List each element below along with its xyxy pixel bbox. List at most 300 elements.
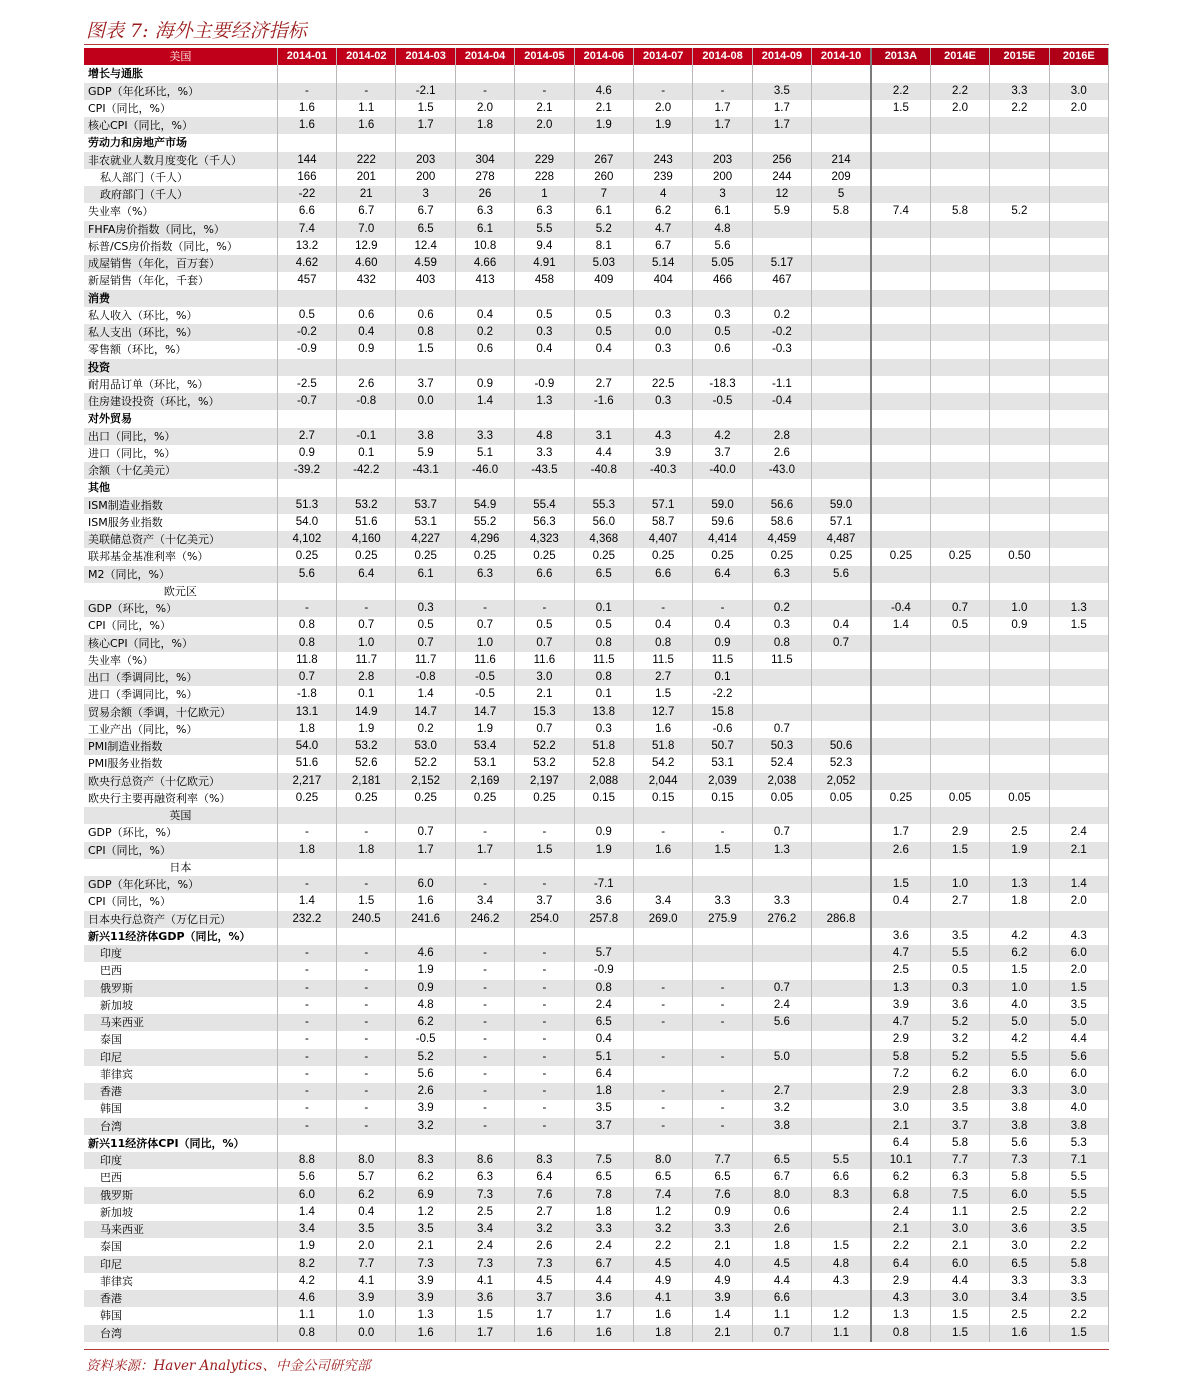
value-cell: 1.5 [396,100,455,117]
value-cell: 5.6 [396,1066,455,1083]
value-cell: 0.0 [633,324,692,341]
value-cell: 2.9 [930,824,989,841]
value-cell: 7.3 [990,1152,1049,1169]
value-cell: 3.4 [455,893,514,910]
value-cell: 3.6 [574,1290,633,1307]
value-cell: 1.0 [337,1307,396,1324]
value-cell: 3.9 [396,1100,455,1117]
value-cell [990,669,1049,686]
value-cell: 6.3 [752,566,811,583]
value-cell: 4.1 [337,1273,396,1290]
value-cell: 3.3 [693,893,752,910]
value-cell: 5.5 [990,1049,1049,1066]
value-cell: 0.7 [396,824,455,841]
value-cell: 14.7 [396,704,455,721]
row-label: 巴西 [84,962,277,979]
value-cell [812,83,871,100]
value-cell: 278 [455,169,514,186]
value-cell: - [455,962,514,979]
value-cell: 3.5 [574,1100,633,1117]
value-cell: 4,102 [277,531,336,548]
value-cell: 0.6 [455,341,514,358]
value-cell: 4.7 [871,945,930,962]
value-cell [574,65,633,82]
value-cell: 1.7 [574,1307,633,1324]
value-cell: 3 [693,186,752,203]
value-cell: - [337,600,396,617]
value-cell [930,704,989,721]
value-cell: - [515,945,574,962]
value-cell: 0.4 [693,617,752,634]
value-cell: 1.7 [396,842,455,859]
value-cell: 256 [752,152,811,169]
value-cell [515,807,574,824]
value-cell: 11.5 [574,652,633,669]
value-cell [455,410,514,427]
value-cell [396,583,455,600]
value-cell: 6.1 [693,203,752,220]
value-cell [693,410,752,427]
value-cell [1049,117,1108,134]
value-cell [871,583,930,600]
value-cell: 15.8 [693,704,752,721]
value-cell: 1.6 [633,721,692,738]
row-label: CPI（同比，%） [84,617,277,634]
value-cell: - [337,1031,396,1048]
value-cell: 3.0 [930,1290,989,1307]
value-cell: 2.9 [871,1273,930,1290]
value-cell: 2.2 [930,83,989,100]
row-label: 联邦基金基准利率（%） [84,548,277,565]
header-period: 2014-10 [812,48,871,65]
value-cell: 50.3 [752,738,811,755]
value-cell [574,807,633,824]
value-cell: 2.5 [990,824,1049,841]
value-cell [633,583,692,600]
value-cell: 5.7 [337,1169,396,1186]
row-label: 韩国 [84,1100,277,1117]
value-cell [574,134,633,151]
value-cell: 1.7 [455,842,514,859]
value-cell: 2.0 [1049,893,1108,910]
value-cell: 51.3 [277,497,336,514]
value-cell [396,859,455,876]
value-cell [633,410,692,427]
value-cell: 6.1 [574,203,633,220]
value-cell [277,583,336,600]
value-cell: 4,459 [752,531,811,548]
value-cell: 0.5 [574,324,633,341]
table-row [84,307,1109,324]
value-cell [930,307,989,324]
value-cell [693,962,752,979]
table-row [84,893,1109,910]
value-cell: 7.5 [930,1187,989,1204]
value-cell [1049,635,1108,652]
value-cell: 0.9 [277,445,336,462]
value-cell [752,962,811,979]
value-cell [930,755,989,772]
value-cell: 3.5 [1049,1221,1108,1238]
value-cell: 275.9 [693,911,752,928]
value-cell [871,859,930,876]
value-cell: 1.9 [396,962,455,979]
value-cell: 1.6 [396,893,455,910]
value-cell: 1.6 [515,1325,574,1342]
value-cell: 6.9 [396,1187,455,1204]
value-cell: 2.0 [1049,100,1108,117]
value-cell: 2.5 [990,1307,1049,1324]
row-label: 新加坡 [84,1204,277,1221]
value-cell: 6.7 [574,1256,633,1273]
value-cell: 2.7 [574,376,633,393]
value-cell [515,479,574,496]
value-cell: 2.8 [930,1083,989,1100]
value-cell: 11.5 [693,652,752,669]
value-cell: 0.8 [574,669,633,686]
value-cell [693,807,752,824]
value-cell [277,479,336,496]
value-cell: 6.1 [396,566,455,583]
table-row [84,100,1109,117]
table-row [84,1290,1109,1307]
value-cell: 4.66 [455,255,514,272]
table-row [84,1118,1109,1135]
row-label: 马来西亚 [84,1014,277,1031]
value-cell [871,290,930,307]
value-cell: 3.5 [930,928,989,945]
value-cell: 6.4 [515,1169,574,1186]
value-cell: 4.4 [752,1273,811,1290]
value-cell: 2.1 [693,1238,752,1255]
value-cell: 4.60 [337,255,396,272]
value-cell: 11.6 [455,652,514,669]
table-row [84,911,1109,928]
value-cell: 0.5 [277,307,336,324]
row-label: 泰国 [84,1031,277,1048]
value-cell: 3.3 [752,893,811,910]
section-row [84,859,1109,876]
value-cell: 5.9 [396,445,455,462]
value-cell [693,876,752,893]
value-cell: 53.7 [396,497,455,514]
value-cell: 2.8 [752,428,811,445]
table-row [84,652,1109,669]
value-cell: 0.25 [930,548,989,565]
value-cell: 53.4 [455,738,514,755]
value-cell [930,686,989,703]
value-cell [990,117,1049,134]
value-cell: 8.0 [337,1152,396,1169]
value-cell: - [515,1083,574,1100]
section-row [84,807,1109,824]
value-cell: 0.8 [277,635,336,652]
value-cell: 4.9 [633,1273,692,1290]
value-cell [693,1066,752,1083]
row-label: 成屋销售（年化，百万套） [84,255,277,272]
value-cell [1049,721,1108,738]
value-cell: - [277,1066,336,1083]
value-cell [871,773,930,790]
value-cell [812,1290,871,1307]
value-cell [871,169,930,186]
value-cell: 2.4 [1049,824,1108,841]
value-cell: 50.6 [812,738,871,755]
value-cell: 1.8 [752,1238,811,1255]
value-cell: 5.17 [752,255,811,272]
row-label: 失业率（%） [84,203,277,220]
value-cell: 4 [633,186,692,203]
value-cell: - [277,600,336,617]
value-cell: 0.7 [337,617,396,634]
value-cell: - [455,1083,514,1100]
value-cell: 2.5 [871,962,930,979]
value-cell [871,428,930,445]
value-cell [990,566,1049,583]
table-row [84,1014,1109,1031]
value-cell: 7.1 [1049,1152,1108,1169]
value-cell: 0.9 [337,341,396,358]
value-cell: 11.5 [752,652,811,669]
value-cell [515,290,574,307]
value-cell [930,497,989,514]
value-cell [990,755,1049,772]
value-cell [1049,238,1108,255]
value-cell [930,238,989,255]
value-cell: - [455,824,514,841]
value-cell: 3.2 [515,1221,574,1238]
value-cell: 4.4 [574,1273,633,1290]
value-cell: 203 [693,152,752,169]
value-cell [930,134,989,151]
value-cell: 1.5 [871,876,930,893]
value-cell: 5.8 [871,1049,930,1066]
value-cell: -0.5 [455,669,514,686]
value-cell: - [277,1100,336,1117]
table-row [84,169,1109,186]
value-cell [812,255,871,272]
value-cell [277,134,336,151]
value-cell: 269.0 [633,911,692,928]
section-label: 欧元区 [84,583,277,600]
value-cell: 3.3 [455,428,514,445]
value-cell [812,945,871,962]
table-row [84,255,1109,272]
value-cell [812,428,871,445]
value-cell: 52.4 [752,755,811,772]
value-cell [930,186,989,203]
value-cell [871,497,930,514]
value-cell: 3.6 [930,997,989,1014]
value-cell [990,255,1049,272]
table-row [84,600,1109,617]
value-cell: -18.3 [693,376,752,393]
header-period: 2014-03 [396,48,455,65]
value-cell [633,1031,692,1048]
value-cell [930,738,989,755]
value-cell [337,65,396,82]
value-cell: - [455,980,514,997]
value-cell: 1.0 [930,876,989,893]
value-cell: - [633,83,692,100]
value-cell: 2.2 [1049,1307,1108,1324]
value-cell: 3.7 [515,893,574,910]
value-cell: 6.5 [693,1169,752,1186]
value-cell: - [455,1100,514,1117]
value-cell: 53.2 [337,497,396,514]
value-cell [930,859,989,876]
value-cell [812,134,871,151]
value-cell [930,773,989,790]
value-cell: - [693,83,752,100]
value-cell: 5.6 [693,238,752,255]
value-cell: - [337,980,396,997]
table-row [84,980,1109,997]
value-cell: 4.5 [515,1273,574,1290]
value-cell [871,807,930,824]
value-cell: 0.5 [515,617,574,634]
value-cell: 3.5 [930,1100,989,1117]
row-label: 工业产出（同比，%） [84,721,277,738]
value-cell: 2.2 [871,1238,930,1255]
value-cell [990,704,1049,721]
row-label: ISM制造业指数 [84,497,277,514]
value-cell [515,583,574,600]
value-cell: 2.0 [515,117,574,134]
value-cell [930,807,989,824]
value-cell [693,945,752,962]
row-label: 住房建设投资（环比，%） [84,393,277,410]
value-cell [930,359,989,376]
value-cell: - [337,1014,396,1031]
value-cell: 2,044 [633,773,692,790]
value-cell: -43.1 [396,462,455,479]
value-cell: 6.3 [455,203,514,220]
row-label: 政府部门（千人） [84,186,277,203]
value-cell [990,807,1049,824]
value-cell: - [337,876,396,893]
value-cell: -2.1 [396,83,455,100]
value-cell [930,221,989,238]
value-cell [1049,255,1108,272]
value-cell: 5.5 [1049,1169,1108,1186]
value-cell: -39.2 [277,462,336,479]
value-cell [752,669,811,686]
row-label: 巴西 [84,1169,277,1186]
value-cell [871,134,930,151]
row-label: CPI（同比，%） [84,842,277,859]
value-cell: 5.8 [930,1135,989,1152]
value-cell: 1.7 [693,117,752,134]
table-row [84,117,1109,134]
value-cell [693,65,752,82]
value-cell [633,876,692,893]
value-cell: 0.3 [633,393,692,410]
row-label: 新屋销售（年化，千套） [84,272,277,289]
value-cell: 1.5 [455,1307,514,1324]
row-label: CPI（同比，%） [84,893,277,910]
value-cell: 11.7 [396,652,455,669]
value-cell [990,497,1049,514]
value-cell [812,272,871,289]
value-cell [277,359,336,376]
value-cell: 3.3 [990,1083,1049,1100]
value-cell: 0.3 [752,617,811,634]
value-cell: 4.5 [752,1256,811,1273]
value-cell: 4.5 [633,1256,692,1273]
value-cell: 201 [337,169,396,186]
value-cell: 1.1 [337,100,396,117]
value-cell: 3.0 [1049,1083,1108,1100]
value-cell: 4.3 [871,1290,930,1307]
value-cell: 1.6 [633,842,692,859]
table-row [84,686,1109,703]
value-cell [633,359,692,376]
table-row [84,238,1109,255]
value-cell [871,117,930,134]
value-cell: 8.8 [277,1152,336,1169]
value-cell: 0.25 [455,790,514,807]
value-cell: 4,323 [515,531,574,548]
value-cell [752,410,811,427]
value-cell: 1.6 [277,117,336,134]
value-cell: 2,197 [515,773,574,790]
table-row [84,272,1109,289]
value-cell: 5.8 [812,203,871,220]
value-cell: 0.1 [574,600,633,617]
value-cell: 53.0 [396,738,455,755]
value-cell: - [515,1031,574,1048]
value-cell: 203 [396,152,455,169]
value-cell: 5.6 [1049,1049,1108,1066]
value-cell: - [633,824,692,841]
value-cell: 7.3 [515,1256,574,1273]
value-cell: 4.2 [990,1031,1049,1048]
value-cell: 5.1 [455,445,514,462]
source-note: 资料来源：Haver Analytics、中金公司研究部 [86,1358,371,1374]
value-cell [871,410,930,427]
value-cell [930,169,989,186]
value-cell: 0.7 [752,1325,811,1342]
value-cell: 0.25 [337,790,396,807]
value-cell: 0.05 [990,790,1049,807]
value-cell: 0.7 [277,669,336,686]
value-cell: 3.0 [515,669,574,686]
value-cell: 1.0 [990,980,1049,997]
value-cell [990,341,1049,358]
value-cell: 2.2 [990,100,1049,117]
section-label: 其他 [84,479,277,496]
value-cell [752,359,811,376]
value-cell [1049,686,1108,703]
value-cell: 6.1 [455,221,514,238]
value-cell [337,807,396,824]
value-cell: 2.0 [1049,962,1108,979]
value-cell [515,410,574,427]
table-row [84,842,1109,859]
value-cell: 0.25 [871,790,930,807]
value-cell [812,100,871,117]
value-cell: 1.5 [633,686,692,703]
section-row [84,65,1109,82]
section-row [84,928,1109,945]
value-cell [812,410,871,427]
value-cell [930,514,989,531]
row-label: 印度 [84,945,277,962]
value-cell [337,928,396,945]
value-cell: 260 [574,169,633,186]
value-cell: 1.7 [515,1307,574,1324]
